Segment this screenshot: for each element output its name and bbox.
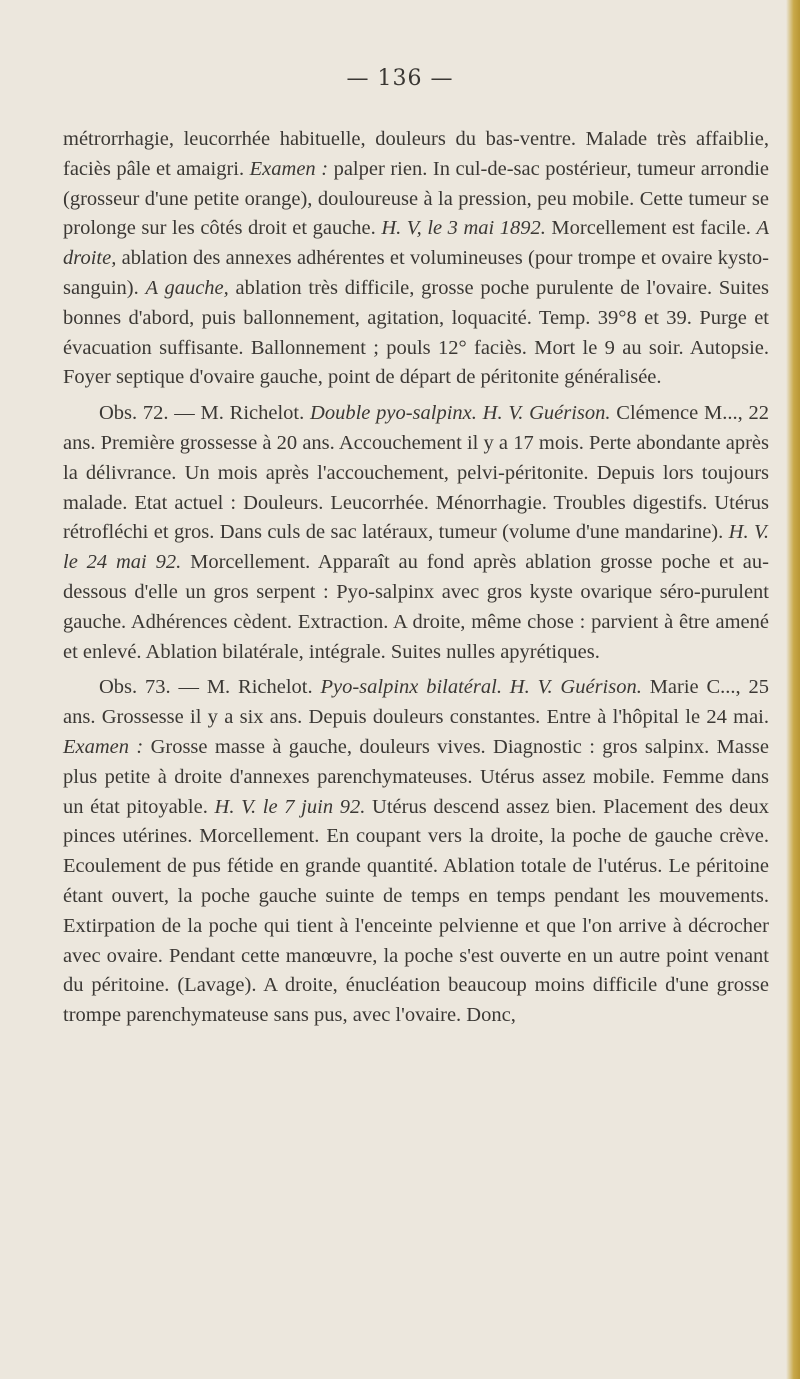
italic-text-run: Double pyo-salpinx. H. V. Guérison. [310, 402, 611, 425]
paragraph-obs-73 [63, 673, 769, 1031]
italic-text-run: Pyo-salpinx bilatéral. H. V. Guérison. [320, 676, 642, 699]
italic-text-run: A droite, [63, 217, 769, 270]
text-run: Marie C..., 25 ans. Grossesse il y a six ans. Depuis douleurs constantes. Entre à l'hôpital le 24 mai. [63, 676, 770, 729]
text-run: palper rien. In cul-de-sac postérieur, tumeur arrondie (grosseur d'une petite orange), douloureuse à la pression, peu mobile. Cette tumeur se prolonge sur les côtés droit et gauche. [63, 157, 769, 240]
text-run: Grosse masse à gauche, douleurs vives. Diagnostic : gros salpinx. Masse plus petite à droite d'annexes parenchymateuses. Utérus assez mobile. Femme dans un état pitoyable. [63, 735, 769, 818]
italic-text-run: Examen : [249, 157, 329, 180]
text-run: Obs. 73. — M. Richelot. [99, 676, 321, 699]
italic-text-run: H. V. le 24 mai 92. [63, 521, 770, 574]
text-run: ablation très difficile, grosse poche purulente de l'ovaire. Suites bonnes d'abord, puis ballonnement, agitation, loquacité. Temp. 39°8 et 39. Purge et évacuation suffisante. Ballonnement ; pouls 12° faciès. Mort le 9 au soir. Autopsie. Foyer septique d'ovaire gauche, point de départ de péritonite généralisée. [63, 276, 770, 389]
italic-text-run: Examen : [63, 735, 144, 758]
italic-text-run: H. V. le 7 juin 92. [214, 795, 366, 818]
text-run: ablation des annexes adhérentes et volumineuses (pour trompe et ovaire kysto-sanguin). [63, 247, 769, 299]
body-text [63, 125, 769, 1031]
italic-text-run: H. V, le 3 mai 1892. [381, 217, 546, 240]
text-run: Clémence M..., 22 ans. Première grossesse à 20 ans. Accouchement il y a 17 mois. Perte abondante après la délivrance. Un mois après l'accouchement, pelvi-péritonite. Depuis lors toujours malade. Etat actuel : Douleurs. Leucorrhée. Ménorrhagie. Troubles digestifs. Utérus rétrofléchi et gros. Dans culs de sac latéraux, tumeur (volume d'une mandarine). [63, 402, 769, 544]
text-run: Utérus descend assez bien. Placement des deux pinces utérines. Morcellement. En coupant vers la droite, la poche de gauche crève. Ecoulement de pus fétide en grande quantité. Ablation totale de l'utérus. Le péritoine étant ouvert, la poche gauche suinte de temps en temps pendant les mouvements. Extirpation de la poche qui tient à l'enceinte pelvienne et que l'on arrive à décrocher avec ovaire. Pendant cette manœuvre, la poche s'est ouverte en un autre point venant du péritoine. (Lavage). A droite, énucléation beaucoup moins difficile d'une grosse trompe parenchymateuse sans pus, avec l'ovaire. Donc, [63, 795, 769, 1027]
text-run: Morcellement. Apparaît au fond après ablation grosse poche et au-dessous d'elle un gros serpent : Pyo-salpinx avec gros kyste ovarique séro-purulent gauche. Adhérences cèdent. Extraction. A droite, même chose : parvient à être amené et enlevé. Ablation bilatérale, intégrale. Suites nulles apyrétiques. [63, 551, 769, 663]
paragraph-obs-72 [63, 399, 769, 667]
text-run: Obs. 72. — M. Richelot. [99, 402, 311, 425]
text-run: métrorrhagie, leucorrhée habituelle, douleurs du bas-ventre. Malade très affaiblie, faciès pâle et amaigri. [63, 128, 769, 180]
text-run: Morcellement est facile. [545, 217, 757, 240]
page-number: — 136 — [346, 66, 454, 91]
paragraph-continuation [63, 125, 769, 393]
page-edge-shadow [786, 0, 800, 1379]
italic-text-run: A gauche, [145, 276, 229, 299]
